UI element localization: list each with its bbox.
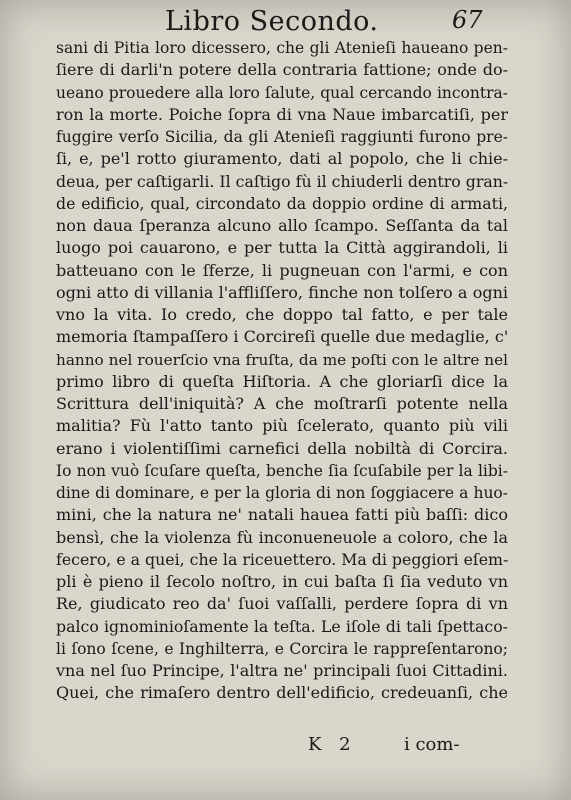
catchword: i com-: [404, 734, 460, 755]
text-line: Re, giudicato reo da' ſuoi vaſſalli, perdere ſopra di vn: [56, 594, 508, 614]
text-line: bensì, che la violenza fù inconueneuole a coloro, che la: [56, 527, 508, 547]
text-line: vno la vita. Io credo, che doppo tal fatto, e per tale: [56, 305, 508, 324]
text-line: ſiere di darli'n potere della contraria fattione; onde do-: [56, 60, 508, 80]
text-line: ogni atto di villania l'affliſſero, finche non tolſero a ogni: [56, 282, 508, 302]
text-line: palco ignominioſamente la teſta. Le iſole di tali ſpettaco-: [56, 616, 508, 636]
text-line: Io non vuò ſcuſare queſta, benche ſia ſcuſabile per la libi-: [56, 461, 508, 480]
text-line: fecero, e a quei, che la riceuettero. Ma di peggiori eſem-: [56, 549, 509, 569]
text-line: erano i violentiſſimi carnefici della nobiltà di Corcira.: [56, 438, 508, 458]
page-footer: [0, 734, 571, 760]
text-line: dine di dominare, e per la gloria di non ſoggiacere a huo-: [56, 484, 508, 502]
page-number: 67: [452, 6, 483, 34]
page-header: [0, 4, 571, 38]
text-line: pli è pieno il ſecolo noſtro, in cui baſta ſi ſia veduto vn: [56, 572, 508, 591]
text-line: de edificio, qual, circondato da doppio ordine di armati,: [56, 193, 508, 213]
text-line: Scrittura dell'iniquità? A che moſtrarſi potente nella: [56, 394, 508, 413]
text-line: hanno nel rouerſcio vna fruſta, da me poſti con le altre nel: [56, 350, 508, 369]
text-line: sani di Pitia loro dicessero, che gli Atenieſi haueano pen-: [56, 39, 508, 57]
text-line: non daua ſperanza alcuno allo ſcampo. Seſſanta da tal: [56, 216, 508, 235]
text-line: ron la morte. Poiche ſopra di vna Naue imbarcatiſi, per: [56, 104, 508, 124]
running-title: Libro Secondo.: [165, 6, 379, 37]
text-line: deua, per caſtigarli. Il caſtigo fù il chiuderli dentro gran-: [56, 171, 509, 191]
text-line: ſi, e, pe'l rotto giuramento, dati al popolo, che li chie-: [56, 149, 508, 169]
text-line: fuggire verſo Sicilia, da gli Atenieſi raggiunti furono pre-: [56, 128, 508, 146]
signature-mark: K 2: [308, 734, 357, 755]
text-line: batteuano con le ſferze, li pugneuan con l'armi, e con: [56, 260, 508, 280]
text-line: primo libro di queſta Hiſtoria. A che gloriarſi dice la: [56, 371, 508, 391]
text-line: mini, che la natura ne' natali hauea fatti più baſſi: dico: [56, 505, 508, 525]
text-line: memoria ſtampaſſero i Corcireſi quelle due medaglie, c': [56, 327, 509, 347]
text-line: ueano prouedere alla loro ſalute, qual cercando incontra-: [56, 83, 508, 102]
text-line: Quei, che rimaſero dentro dell'edificio, credeuanſi, che: [56, 683, 508, 703]
text-line: li ſono ſcene, e Inghilterra, e Corcira le rappreſentarono;: [56, 639, 508, 658]
text-line: vna nel ſuo Principe, l'altra ne' principali ſuoi Cittadini.: [56, 661, 508, 680]
text-line: malitia? Fù l'atto tanto più ſcelerato, quanto più vili: [56, 416, 508, 436]
body-text: [56, 37, 508, 705]
text-line: luogo poi cauarono, e per tutta la Città aggirandoli, li: [56, 238, 508, 258]
